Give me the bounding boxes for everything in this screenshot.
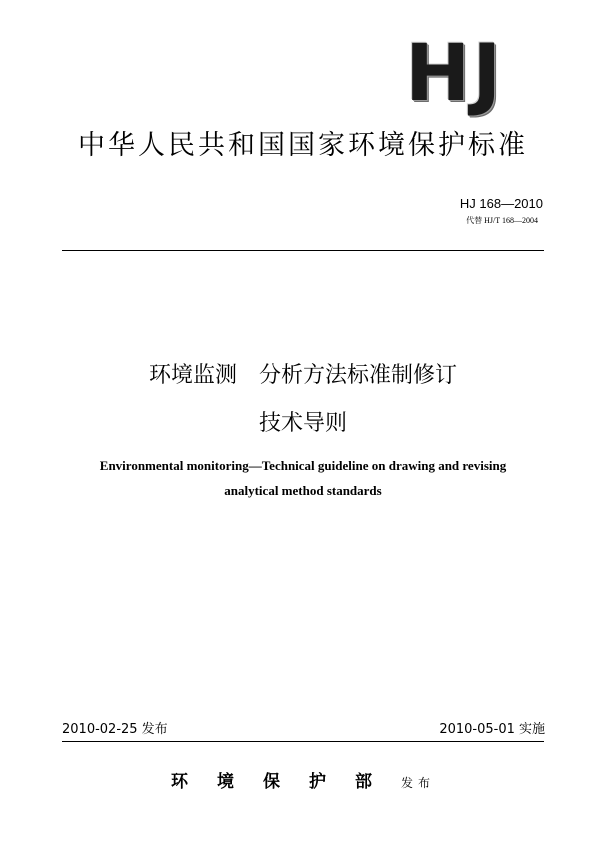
bottom-divider-line [62,741,544,742]
national-standard-heading: 中华人民共和国国家环境保护标准 [78,130,528,161]
top-divider-line [62,250,544,251]
hj-logo: HJ [405,29,504,119]
issuer-suffix: 发布 [400,776,435,790]
chinese-title-line-2: 技术导则 [258,411,347,436]
issuer-line [0,770,595,795]
standard-number: HJ 168—2010 [459,196,543,211]
implementation-date: 2010-05-01 实施 [439,722,545,737]
issue-date: 2010-02-25 发布 [62,722,168,737]
english-title-line-2: analytical method standards [224,483,382,498]
replaces-standard-note: 代替 HJ/T 168—2004 [466,216,538,225]
chinese-title-line-1: 环境监测 分析方法标准制修订 [148,363,457,388]
english-title-line-1: Environmental monitoring—Technical guideline on drawing and revising [99,458,507,473]
issuer-name: 环境保护部 [170,772,401,792]
